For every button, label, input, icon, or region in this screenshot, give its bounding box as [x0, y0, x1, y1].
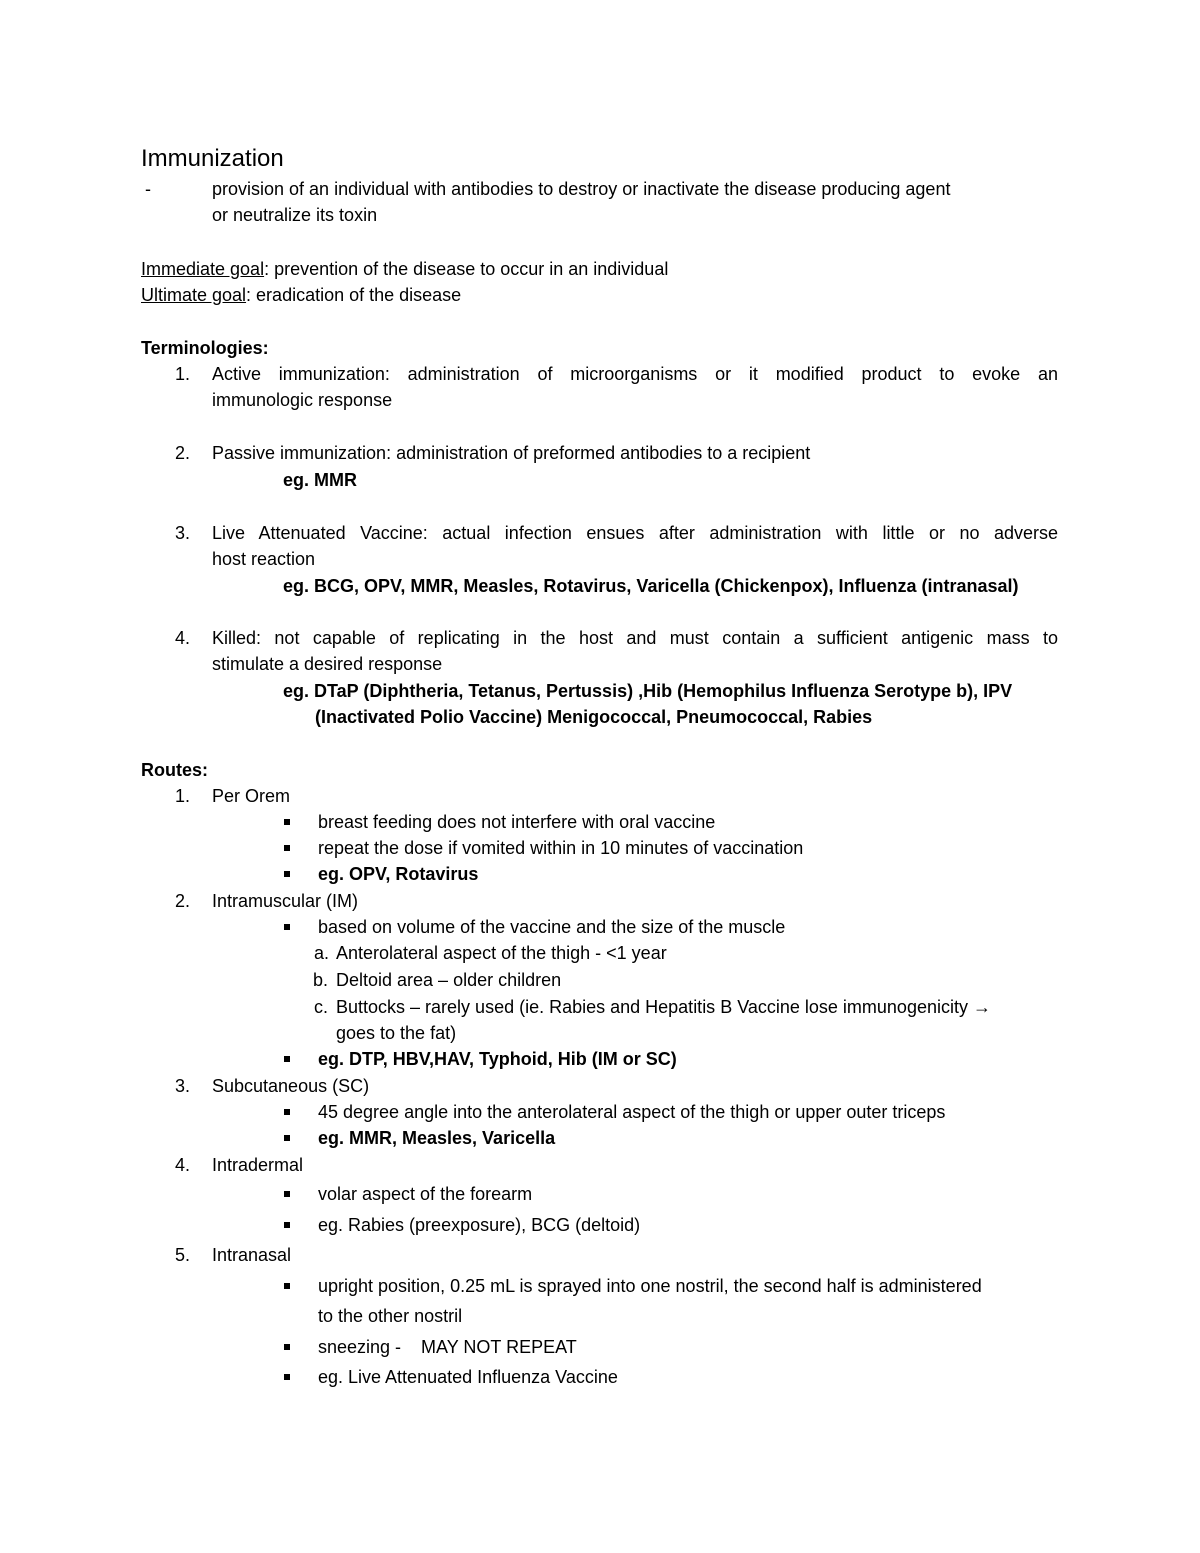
route-2-sub-b: Deltoid area – older children	[336, 970, 562, 990]
term-3-example: eg. BCG, OPV, MMR, Measles, Rotavirus, Varicella (Chickenpox), Influenza (intranasal)	[283, 576, 1019, 596]
term-4-example-line-1: eg. DTaP (Diphtheria, Tetanus, Pertussis) ,Hib (Hemophilus Influenza Serotype b), IPV	[283, 681, 1013, 701]
term-1-line-2: immunologic response	[212, 390, 393, 410]
route-5-bullet-1: upright position, 0.25 mL is sprayed into one nostril, the second half is administered	[318, 1276, 982, 1296]
definition-line-2: or neutralize its toxin	[212, 205, 378, 225]
square-bullet-icon	[284, 819, 290, 825]
route-1-bullet-1: breast feeding does not interfere with oral vaccine	[318, 812, 716, 832]
square-bullet-icon	[284, 1191, 290, 1197]
routes-heading: Routes:	[141, 760, 208, 780]
term-4-line-2: stimulate a desired response	[212, 654, 443, 674]
route-1-bullet-3: eg. OPV, Rotavirus	[318, 864, 479, 884]
square-bullet-icon	[284, 871, 290, 877]
term-3-line-1: Live Attenuated Vaccine: actual infection ensues after administration with little or no adverse	[212, 523, 1058, 543]
square-bullet-icon	[284, 1109, 290, 1115]
route-3-name: Subcutaneous (SC)	[212, 1076, 370, 1096]
terminologies-heading: Terminologies:	[141, 338, 269, 358]
route-2-name: Intramuscular (IM)	[212, 891, 359, 911]
term-2-example: eg. MMR	[283, 470, 357, 490]
route-1-name: Per Orem	[212, 786, 291, 806]
route-number: 5.	[175, 1245, 191, 1265]
dash-marker: -	[145, 179, 151, 199]
term-1-line-1: Active immunization: administration of microorganisms or it modified product to evoke an	[212, 364, 1058, 384]
route-1-bullet-2: repeat the dose if vomited within in 10 minutes of vaccination	[318, 838, 804, 858]
ultimate-goal	[141, 282, 461, 308]
square-bullet-icon	[284, 924, 290, 930]
route-4-name: Intradermal	[212, 1155, 304, 1175]
square-bullet-icon	[284, 1374, 290, 1380]
route-2-bullet-1: based on volume of the vaccine and the size of the muscle	[318, 917, 786, 937]
definition-line-1: provision of an individual with antibodies to destroy or inactivate the disease producing agent	[212, 179, 951, 199]
route-3-bullet-2: eg. MMR, Measles, Varicella	[318, 1128, 556, 1148]
sub-letter: b.	[313, 970, 329, 990]
sub-letter: a.	[314, 943, 330, 963]
term-number: 2.	[175, 443, 191, 463]
route-4-bullet-2: eg. Rabies (preexposure), BCG (deltoid)	[318, 1215, 641, 1235]
route-number: 3.	[175, 1076, 191, 1096]
square-bullet-icon	[284, 1135, 290, 1141]
term-4-example-line-2: (Inactivated Polio Vaccine) Menigococcal, Pneumococcal, Rabies	[315, 707, 873, 727]
route-5-name: Intranasal	[212, 1245, 292, 1265]
term-number: 1.	[175, 364, 191, 384]
square-bullet-icon	[284, 1222, 290, 1228]
immediate-goal-text: : prevention of the disease to occur in an individual	[264, 259, 669, 279]
route-2-bullet-2: eg. DTP, HBV,HAV, Typhoid, Hib (IM or SC)	[318, 1049, 677, 1069]
sub-letter: c.	[314, 997, 329, 1017]
ultimate-goal-text: : eradication of the disease	[246, 285, 462, 305]
route-2-sub-a: Anterolateral aspect of the thigh - <1 year	[336, 943, 667, 963]
immediate-goal	[141, 256, 668, 282]
route-5-bullet-1-line-2: to the other nostril	[318, 1306, 463, 1326]
route-2-sub-c: Buttocks – rarely used (ie. Rabies and Hepatitis B Vaccine lose immunogenicity →	[336, 997, 991, 1017]
route-2-sub-c-line-2: goes to the fat)	[336, 1023, 457, 1043]
square-bullet-icon	[284, 845, 290, 851]
square-bullet-icon	[284, 1283, 290, 1289]
route-5-bullet-2: sneezing - MAY NOT REPEAT	[318, 1337, 577, 1357]
page-title: Immunization	[141, 145, 284, 172]
route-4-bullet-1: volar aspect of the forearm	[318, 1184, 533, 1204]
route-5-bullet-3: eg. Live Attenuated Influenza Vaccine	[318, 1367, 618, 1387]
route-number: 1.	[175, 786, 191, 806]
term-4-line-1: Killed: not capable of replicating in the host and must contain a sufficient antigenic mass to	[212, 628, 1058, 648]
immediate-goal-label: Immediate goal	[141, 259, 265, 279]
square-bullet-icon	[284, 1056, 290, 1062]
route-number: 4.	[175, 1155, 191, 1175]
term-number: 3.	[175, 523, 191, 543]
route-3-bullet-1: 45 degree angle into the anterolateral aspect of the thigh or upper outer triceps	[318, 1102, 946, 1122]
term-3-line-2: host reaction	[212, 549, 316, 569]
ultimate-goal-label: Ultimate goal	[141, 285, 247, 305]
route-number: 2.	[175, 891, 191, 911]
term-number: 4.	[175, 628, 191, 648]
square-bullet-icon	[284, 1344, 290, 1350]
term-2-line-1: Passive immunization: administration of preformed antibodies to a recipient	[212, 443, 811, 463]
